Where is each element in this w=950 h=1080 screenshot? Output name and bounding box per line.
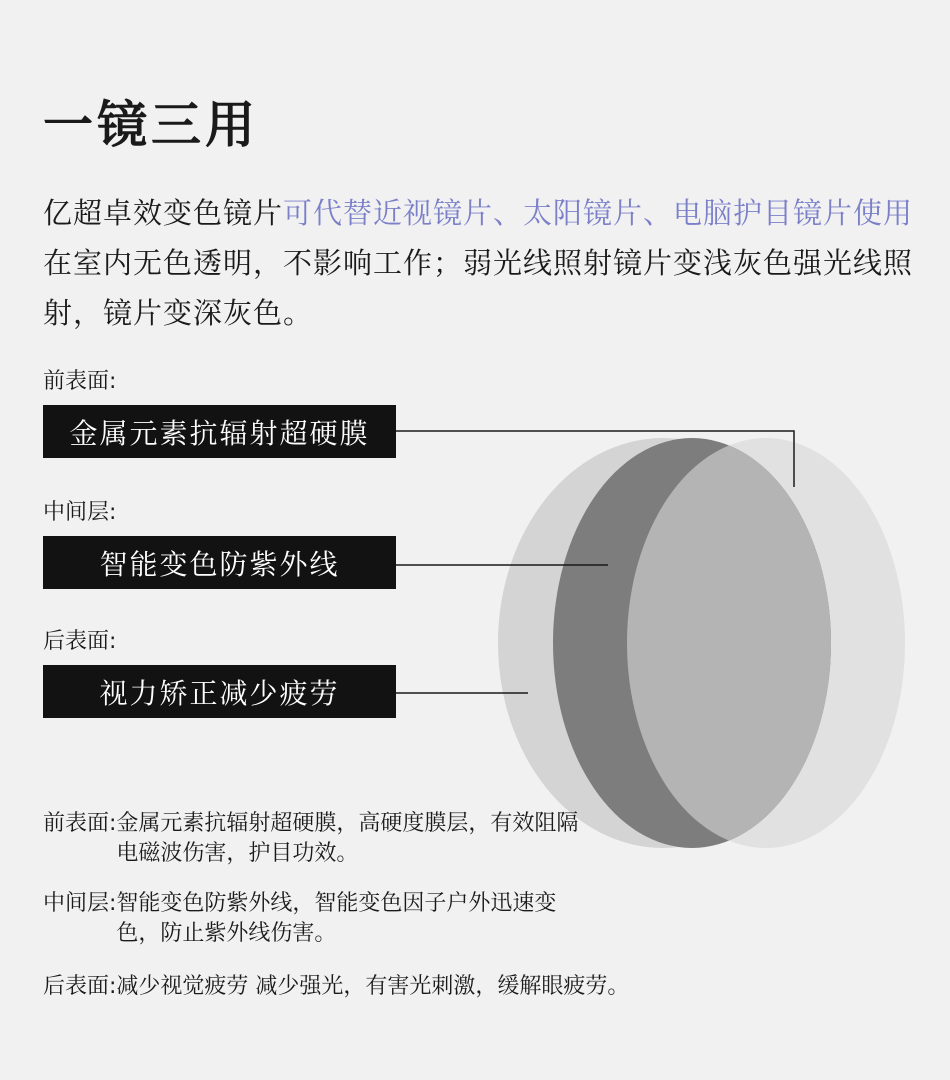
intro-product: 亿超卓效变色镜片 xyxy=(43,196,284,230)
layer-box-back: 视力矫正减少疲劳 xyxy=(43,665,396,718)
layer-label-back: 后表面: xyxy=(43,629,117,654)
intro-highlight: 可代替近视镜片、太阳镜片、电脑护目镜片使用 xyxy=(283,196,914,230)
page-title: 一镜三用 xyxy=(43,96,259,154)
description-text: 减少视觉疲劳 减少强光，有害光刺激，缓解眼疲劳。 xyxy=(116,974,630,999)
description-back xyxy=(43,972,736,1002)
intro-rest: 在室内无色透明，不影响工作；弱光线照射镜片变浅灰色强光线照射，镜片变深灰色。 xyxy=(43,246,914,330)
description-front xyxy=(43,809,586,869)
description-text: 金属元素抗辐射超硬膜，高硬度膜层，有效阻隔电磁波伤害，护目功效。 xyxy=(116,811,579,866)
description-text: 智能变色防紫外线，智能变色因子户外迅速变色，防止紫外线伤害。 xyxy=(116,891,557,946)
layer-label-front: 前表面: xyxy=(43,369,117,394)
layer-box-middle: 智能变色防紫外线 xyxy=(43,536,396,589)
description-middle xyxy=(43,889,586,949)
description-key: 中间层: xyxy=(43,891,117,916)
layer-label-middle: 中间层: xyxy=(43,500,117,525)
layer-box-front: 金属元素抗辐射超硬膜 xyxy=(43,405,396,458)
description-key: 后表面: xyxy=(43,974,117,999)
description-key: 前表面: xyxy=(43,811,117,836)
